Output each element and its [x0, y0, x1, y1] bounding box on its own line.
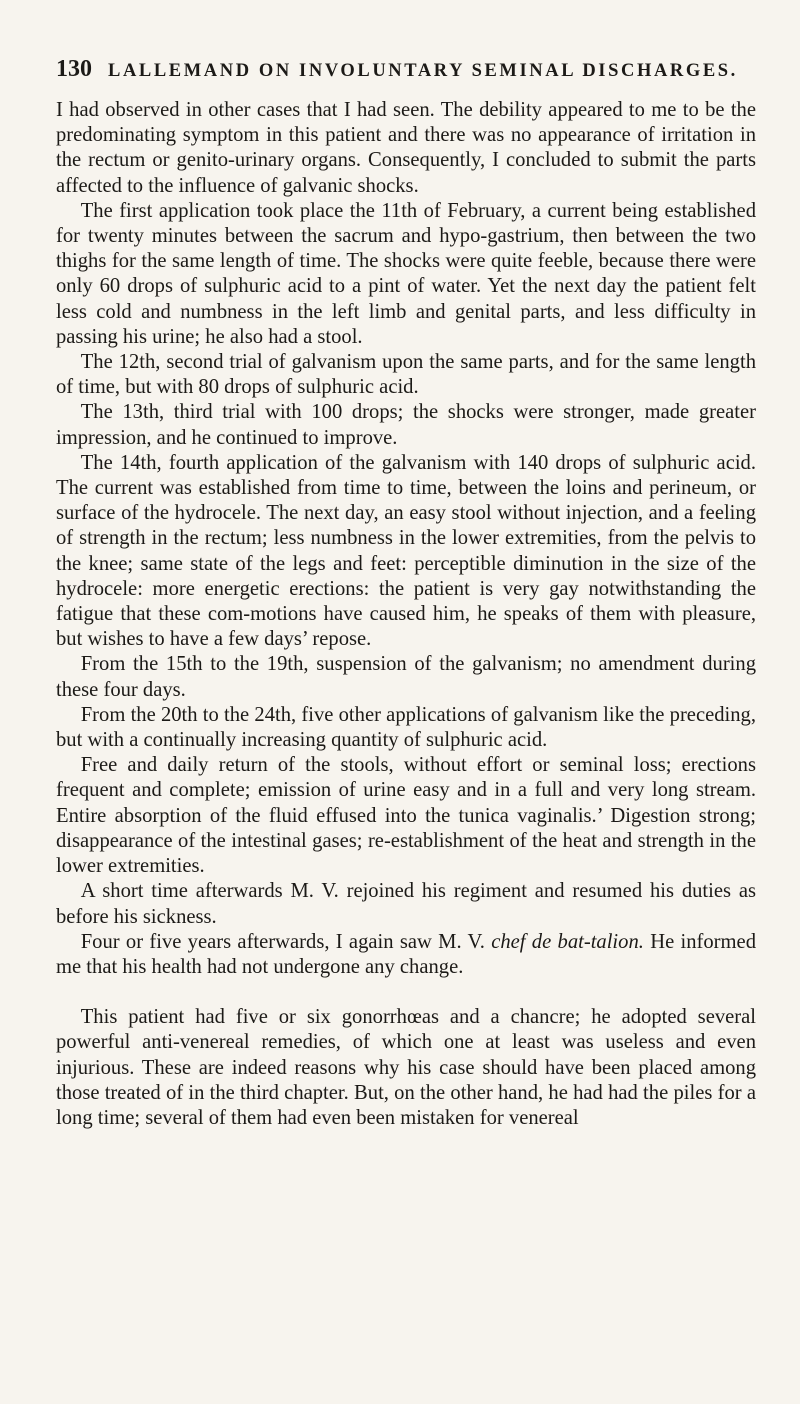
paragraph-3: The 12th, second trial of galvanism upon the same parts, and for the same length of time, but with 80 drops of sulphuric acid. [56, 351, 756, 399]
paragraph-8: Free and daily return of the stools, without effort or seminal loss; erections frequent and complete; emission of urine easy and in a full and very long stream. Entire absorption of the fluid effused into the tunica vaginalis.’ Digestion strong; disappearance of the intestinal gases; re-establishment of the heat and strength in the lower extremities. [56, 754, 756, 878]
paragraph-4: The 13th, third trial with 100 drops; the shocks were stronger, made greater impression, and he continued to improve. [56, 401, 756, 449]
paragraph-7: From the 20th to the 24th, five other applications of galvanism like the preceding, but with a continually increasing quantity of sulphuric acid. [56, 703, 756, 752]
italic-phrase: chef de bat-talion. [491, 930, 644, 953]
running-title: LALLEMAND ON INVOLUNTARY SEMINAL DISCHARGES. [108, 61, 738, 81]
paragraph-10-start: Four or five years afterwards, I again saw M. V. [80, 930, 492, 953]
paragraph-5: The 14th, fourth application of the galvanism with 140 drops of sulphuric acid. The current was established from time to time, between the loins and perineum, or surface of the hydrocele. The next day, an easy stool without injection, and a feeling of strength in the rectum; less numbness in the lower extremities, from the pelvis to the knee; same state of the legs and feet: perceptible diminution in the size of the hydrocele: more energetic erections: the patient is very gay notwithstanding the fatigue that these com-motions have caused him, he speaks of them with pleasure, but wishes to have a few days’ repose. [56, 451, 756, 651]
paragraph-9: A short time afterwards M. V. rejoined his regiment and resumed his duties as before his sickness. [56, 880, 756, 928]
paragraph-1: I had observed in other cases that I had seen. The debility appeared to me to be the predominating symptom in this patient and there was no appearance of irritation in the rectum or genito-urinary organs. Consequently, I concluded to submit the parts affected to the influence of galvanic shocks. [56, 99, 756, 197]
paragraph-6: From the 15th to the 19th, suspension of the galvanism; no amendment during these four days. [56, 653, 756, 701]
body-text [56, 98, 756, 1131]
page-number: 130 [56, 56, 92, 82]
paragraph-11: This patient had five or six gonorrhœas and a chancre; he adopted several powerful anti-venereal remedies, of which one at least was useless and even injurious. These are indeed reasons why his case should have been placed among those treated of in the third chapter. But, on the other hand, he had had the piles for a long time; several of them had even been mistaken for venereal [56, 1006, 756, 1129]
paragraph-10 [56, 930, 756, 980]
running-head [48, 56, 756, 92]
paragraph-10-end: He informed me that his health had not undergone any change. [56, 930, 756, 978]
paragraph-2: The first application took place the 11th of February, a current being established for twenty minutes between the sacrum and hypo-gastrium, then between the two thighs for the same length of time. The shocks were quite feeble, because there were only 60 drops of sulphuric acid to a pint of water. Yet the next day the patient felt less cold and numbness in the left limb and genital parts, and less difficulty in passing his urine; he also had a stool. [56, 199, 756, 348]
